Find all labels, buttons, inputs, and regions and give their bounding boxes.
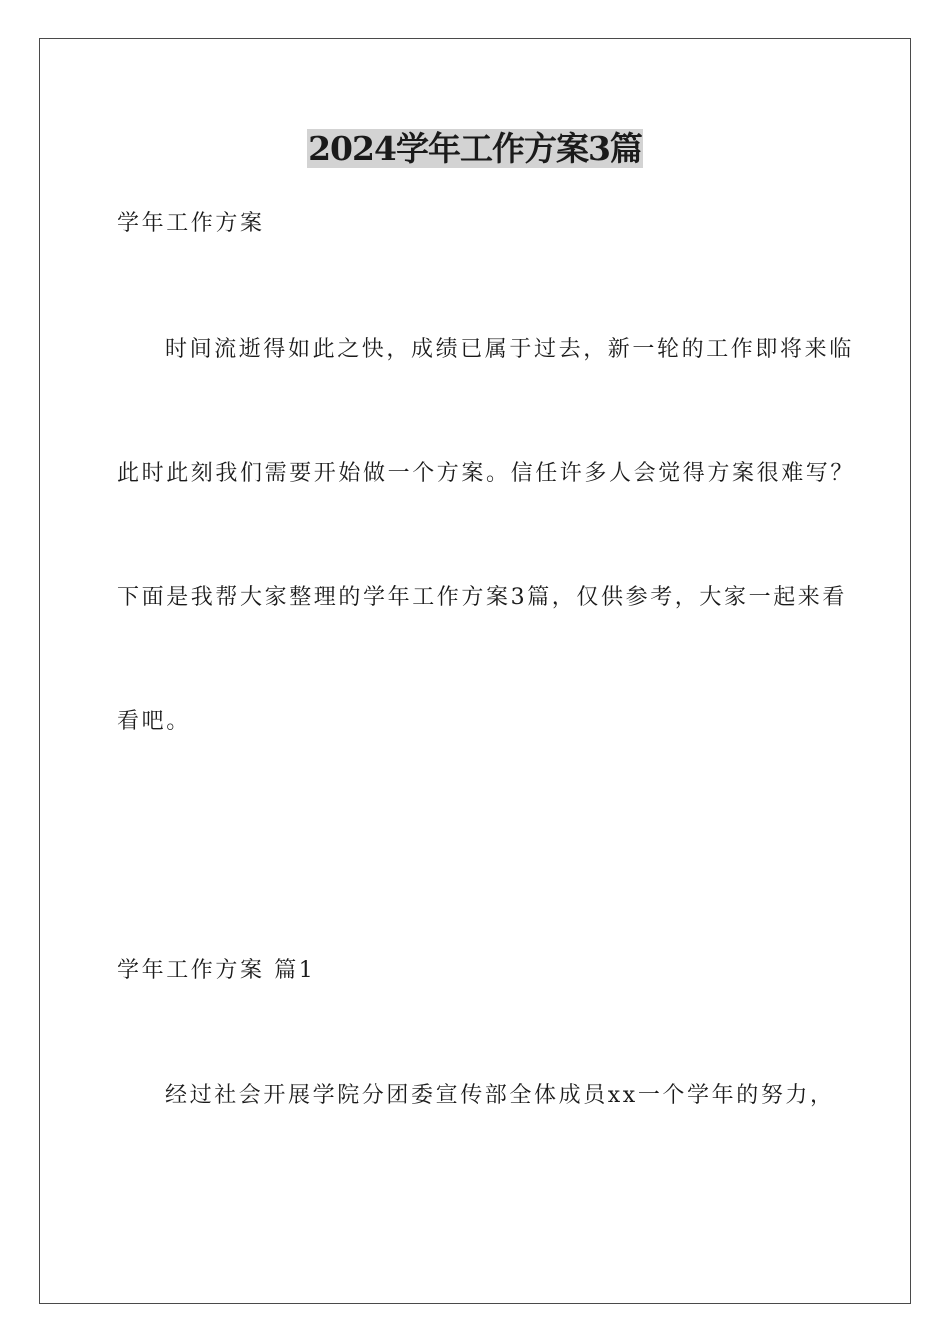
section-heading: 学年工作方案 篇1 — [117, 958, 316, 983]
document-title — [0, 126, 950, 172]
intro-line-2: 此时此刻我们需要开始做一个方案。信任许多人会觉得方案很难写？ — [117, 461, 856, 486]
intro-line-4: 看吧。 — [117, 709, 191, 734]
title-text: 2024学年工作方案3篇 — [308, 129, 642, 168]
subtitle: 学年工作方案 — [117, 211, 265, 236]
intro-line-1: 时间流逝得如此之快，成绩已属于过去，新一轮的工作即将来临 — [165, 337, 854, 362]
section-line-1: 经过社会开展学院分团委宣传部全体成员xx一个学年的努力， — [165, 1083, 835, 1108]
intro-line-3: 下面是我帮大家整理的学年工作方案3篇，仅供参考，大家一起来看 — [117, 585, 847, 610]
